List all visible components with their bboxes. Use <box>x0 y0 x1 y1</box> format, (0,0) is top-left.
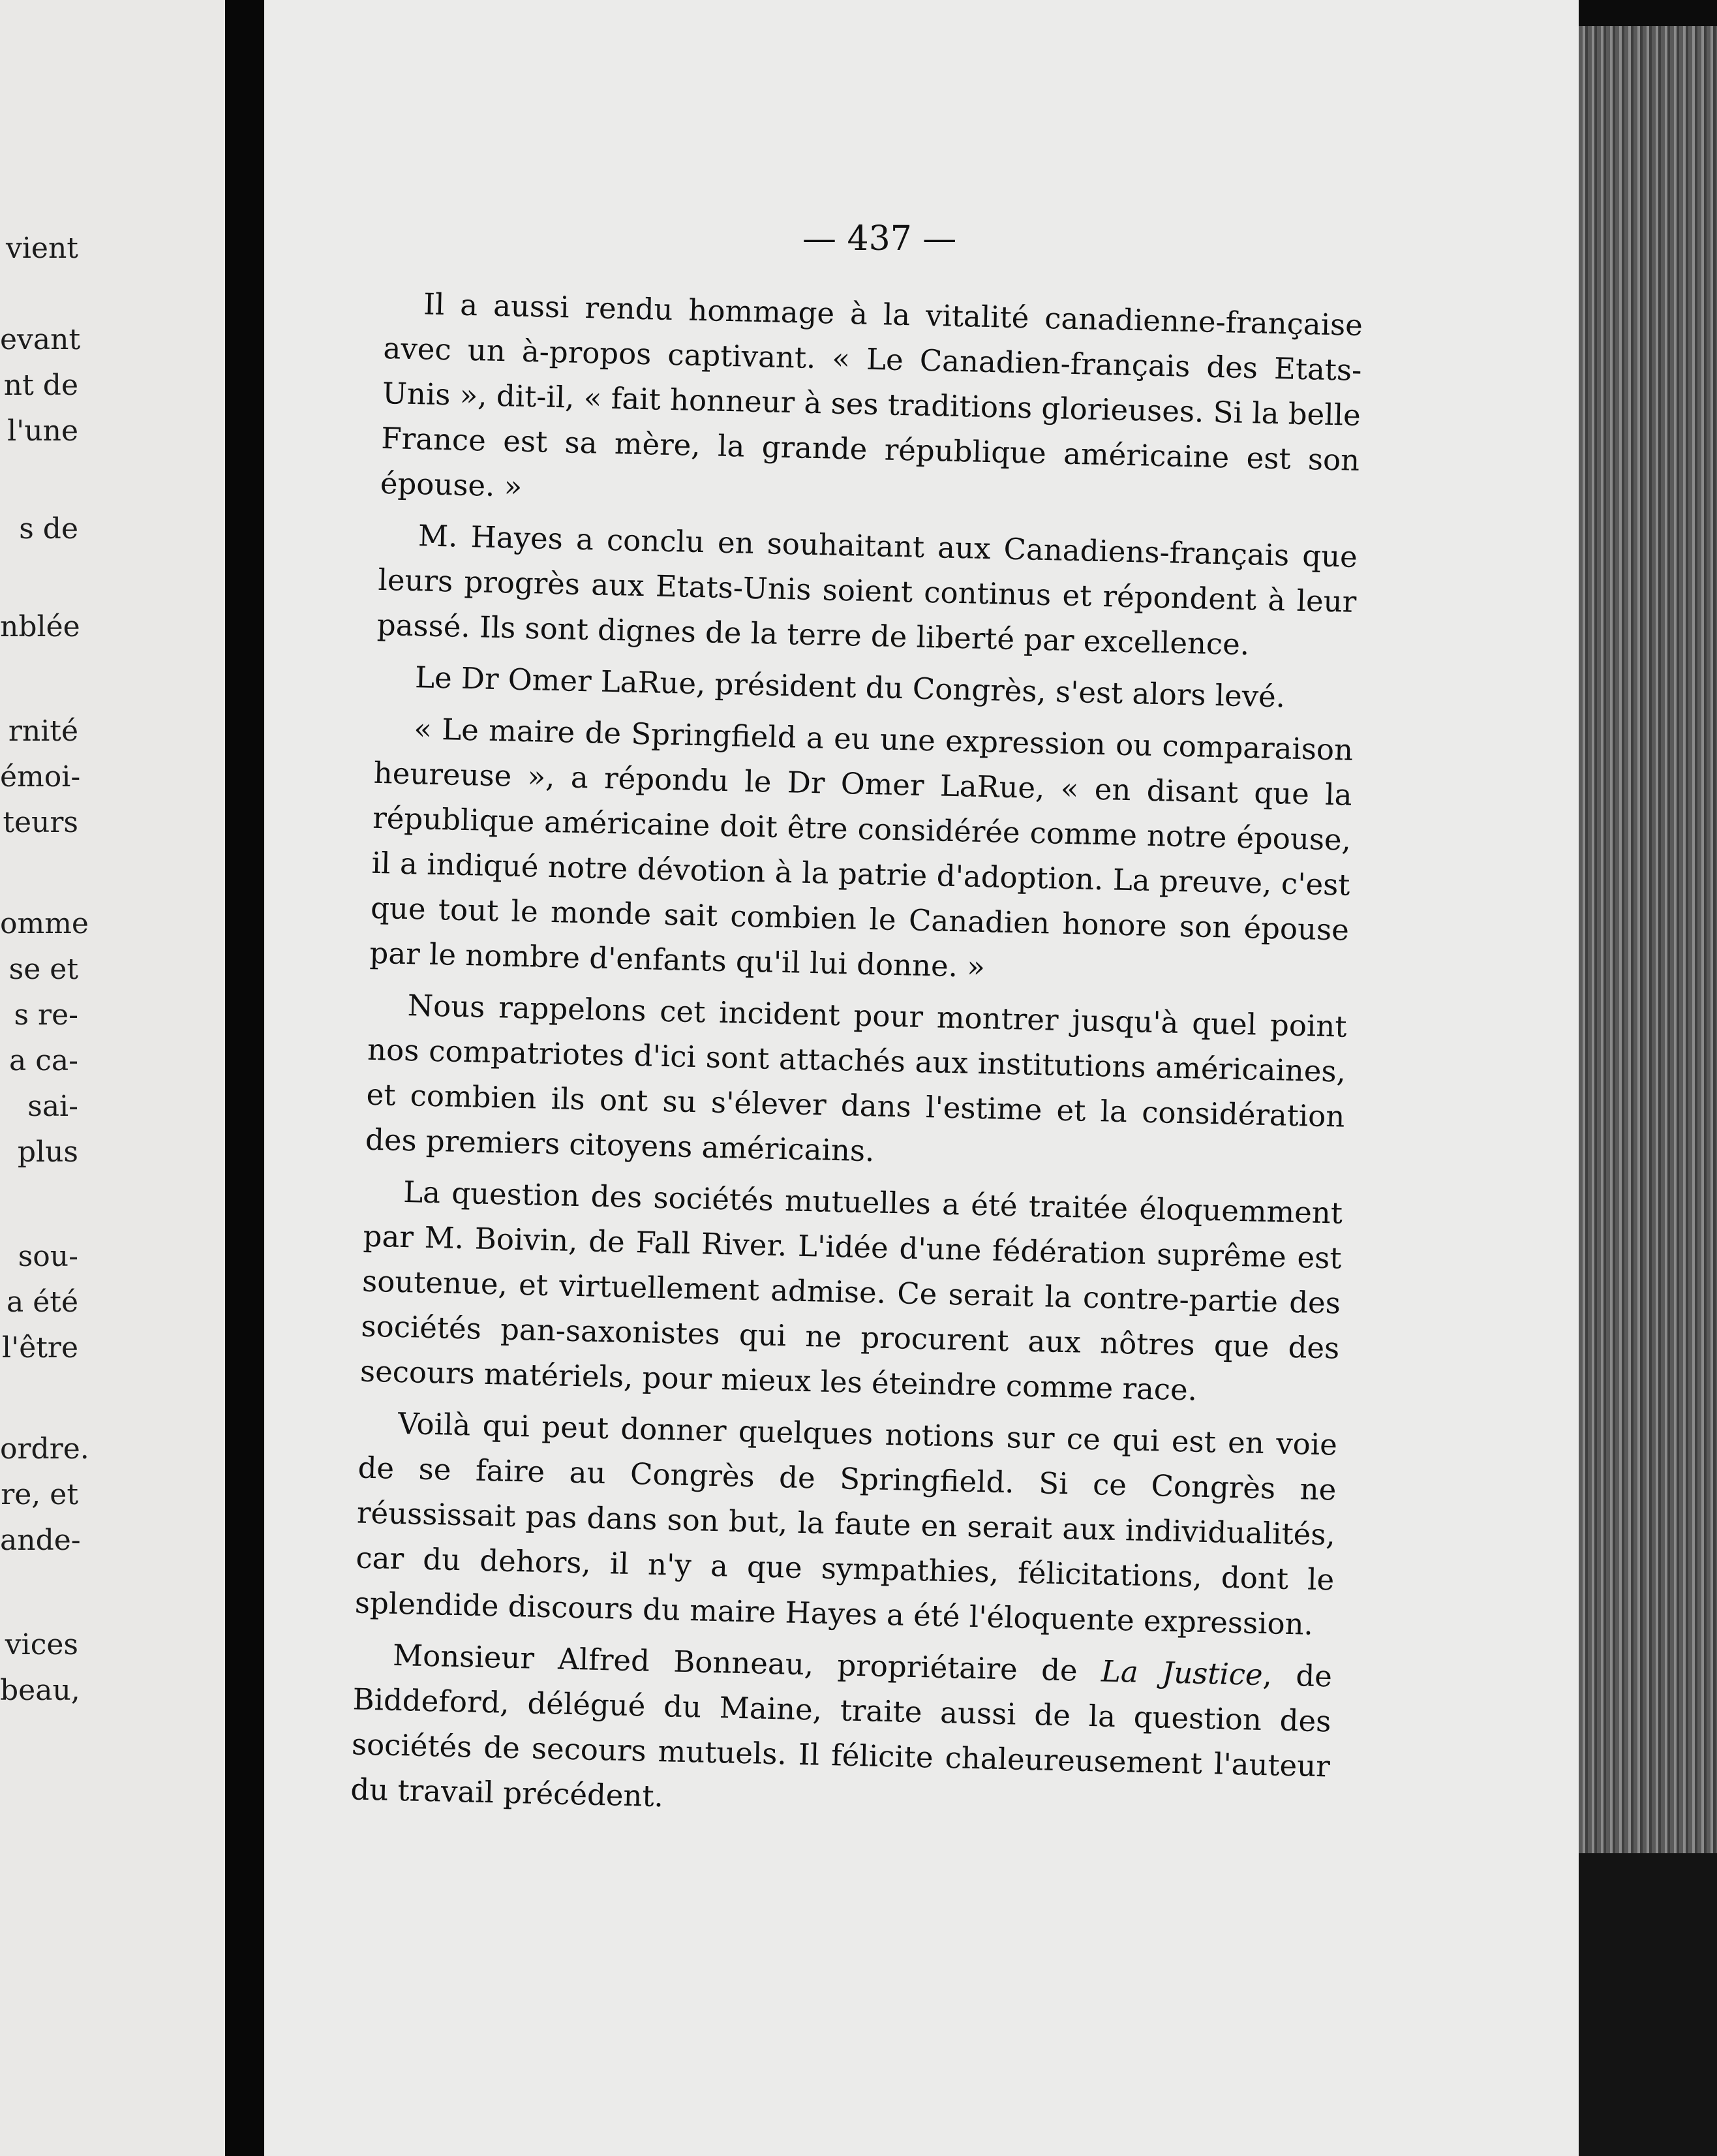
paragraph: Nous rappelons cet incident pour montrer jusqu'à quel point nos compatriotes d'ici sont attachés aux institutions américaines, et combien ils ont su s'élever dans l'estime et la considération des premiers citoyens américains. <box>365 988 1348 1169</box>
paragraph: Voilà qui peut donner quelques notions sur ce qui est en voie de se faire au Congrès de Springfield. Si ce Congrès ne réussissait pas dans son but, la faute en serait aux individualités, car du dehors, il n'y a que sympathies, félicitations, dont le splendide discours du maire Hayes a été l'éloquente expression. <box>354 1406 1338 1642</box>
left-line-fragment: se et <box>8 953 78 986</box>
paragraph: M. Hayes a conclu en souhaitant aux Canadiens-français que leurs progrès aux Etats-Unis soient continus et répondent à leur passé. Ils sont dignes de la terre de liberté par excellence. <box>376 518 1358 662</box>
left-line-fragment: vices <box>5 1628 78 1661</box>
left-line-fragment: rnité <box>8 715 78 748</box>
left-line-fragment: ordre. <box>0 1432 89 1466</box>
left-line-fragment: a ca- <box>9 1044 78 1077</box>
left-line-fragment: s re- <box>14 998 78 1032</box>
paragraph-text: Monsieur Alfred Bonneau, propriétaire de <box>392 1637 1102 1689</box>
left-line-fragment: vient <box>6 232 78 265</box>
left-line-fragment: nt de <box>3 369 78 402</box>
paragraph-last <box>350 1631 1333 1834</box>
paragraph: La question des sociétés mutuelles a été traitée éloquemment par M. Boivin, de Fall River. L'idée d'une fédération suprême est soutenue, et virtuellement admise. Ce serait la contre-partie des sociétés pan-saxonistes qui ne procurent aux nôtres que des secours matériels, pour mieux les éteindre comme race. <box>359 1175 1343 1408</box>
left-line-fragment: l'une <box>7 414 78 448</box>
left-line-fragment: sai- <box>27 1090 78 1123</box>
page-edges <box>1579 26 1717 1853</box>
left-line-fragment: nblée <box>0 610 80 643</box>
newspaper-title: La Justice <box>1101 1654 1264 1693</box>
paragraph: Il a aussi rendu hommage à la vitalité canadienne-française avec un à-propos captivant. « Le Canadien-français des Etats-Unis », dit-il, « fait honneur à ses traditions glorieuses. Si la belle France est sa mère, la grande république américaine est son épouse. » <box>380 286 1363 504</box>
left-line-fragment: re, et <box>1 1478 78 1511</box>
left-page-text-fragments <box>0 0 225 2156</box>
paragraph-text: , de Biddeford, délégué du Maine, traite aussi de la question des sociétés de secours mutuels. Il félicite chaleureusement l'auteur du travail précédent. <box>350 1657 1333 1814</box>
left-line-fragment: teurs <box>3 806 78 839</box>
page-edges-shadow <box>1579 0 1717 26</box>
left-line-fragment: beau, <box>0 1674 80 1707</box>
paragraph: Le Dr Omer LaRue, président du Congrès, s'est alors levé. <box>414 660 1286 715</box>
left-line-fragment: a été <box>7 1286 78 1319</box>
paragraph: « Le maire de Springfield a eu une expression ou comparaison heureuse », a répondu le Dr Omer LaRue, « en disant que la république américaine doit être considérée comme notre épouse, il a indiqué notre dévotion à la patrie d'adoption. La preuve, c'est que tout le monde sait combien le Canadien honore son épouse par le nombre d'enfants qu'il lui donne. » <box>369 711 1354 985</box>
page-number: — 437 — <box>802 219 957 258</box>
left-line-fragment: sou- <box>18 1240 78 1273</box>
body-text <box>350 281 1363 1840</box>
left-line-fragment: émoi- <box>0 760 81 793</box>
left-line-fragment: plus <box>17 1135 78 1169</box>
left-line-fragment: omme <box>0 907 89 940</box>
left-line-fragment: ande- <box>0 1524 81 1557</box>
left-line-fragment: evant <box>0 323 81 356</box>
left-line-fragment: l'être <box>2 1331 78 1364</box>
left-page <box>0 0 225 2156</box>
left-line-fragment: s de <box>19 512 78 546</box>
book-gutter <box>225 0 264 2156</box>
